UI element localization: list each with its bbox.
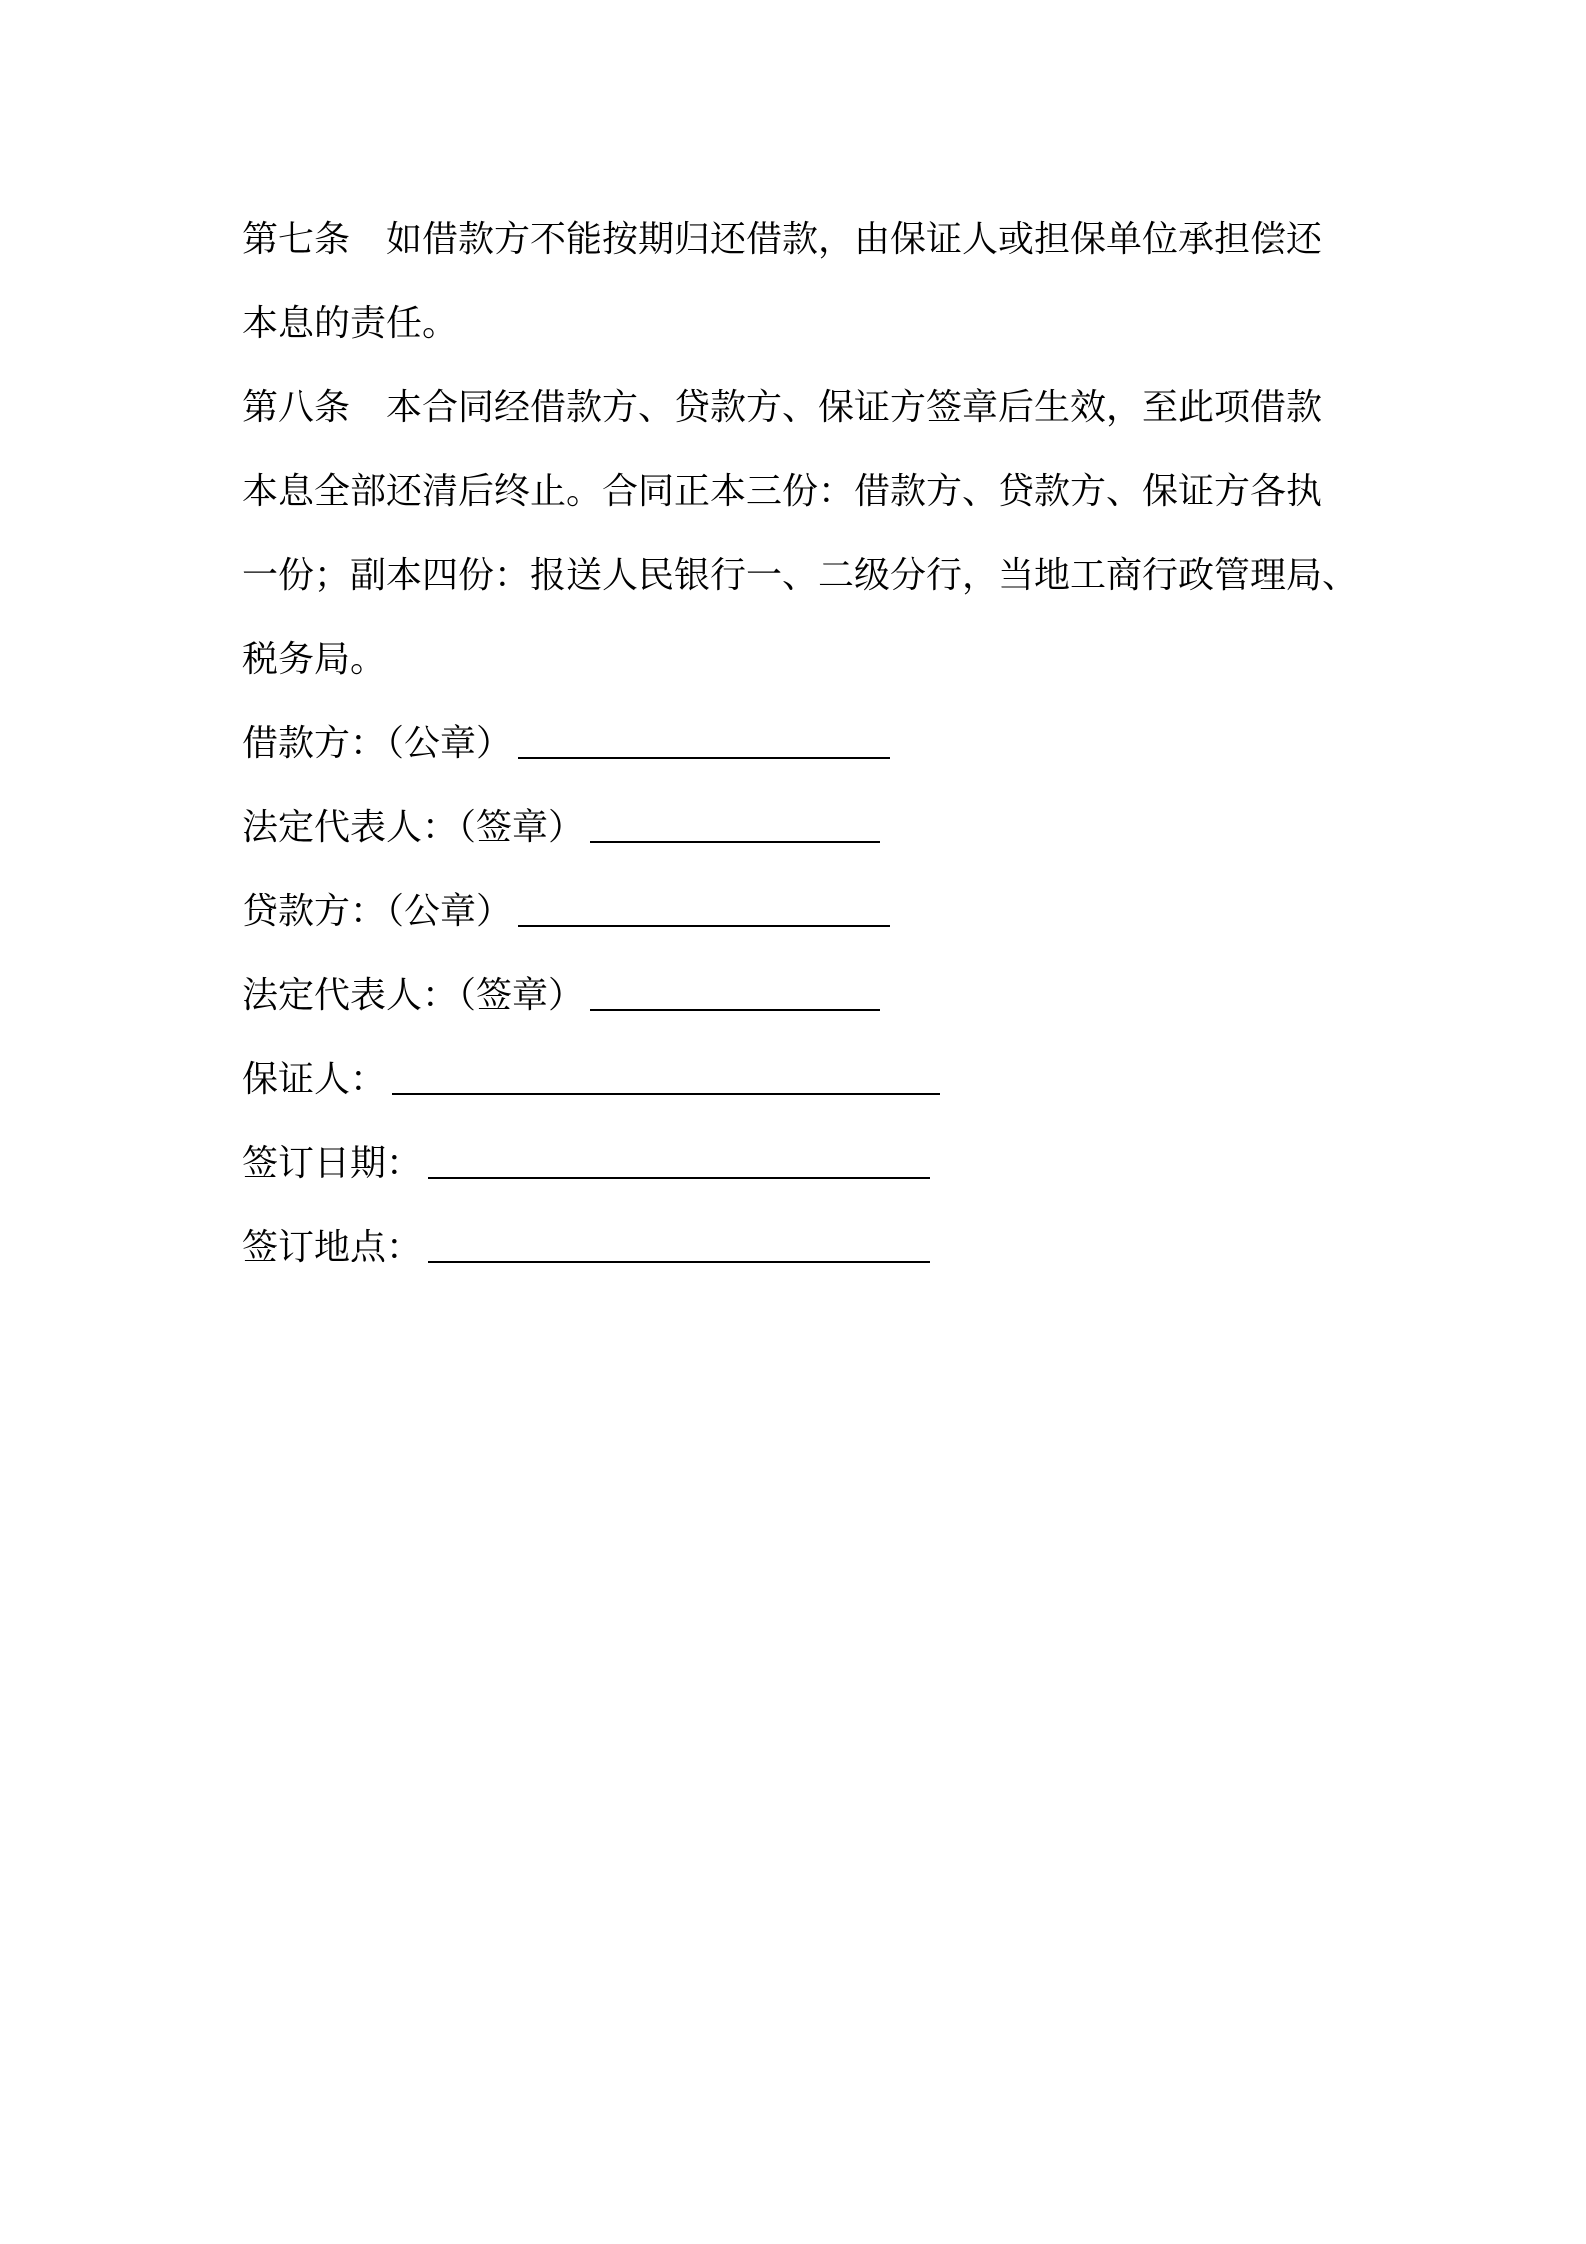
article-8-line-1: 第八条 本合同经借款方、贷款方、保证方签章后生效，至此项借款 bbox=[242, 387, 1323, 428]
borrower-representative-row bbox=[242, 786, 1362, 870]
lender-representative-field[interactable] bbox=[590, 979, 880, 1011]
lender-representative-label: 法定代表人：（签章） bbox=[242, 975, 585, 1016]
contract-body bbox=[242, 198, 1362, 1290]
borrower-seal-row bbox=[242, 702, 1362, 786]
borrower-seal-field[interactable] bbox=[518, 727, 890, 759]
article-8-line-2: 本息全部还清后终止。合同正本三份：借款方、贷款方、保证方各执 bbox=[242, 471, 1323, 512]
signing-place-label: 签订地点： bbox=[242, 1227, 423, 1268]
guarantor-label: 保证人： bbox=[242, 1059, 387, 1100]
borrower-seal-label: 借款方：（公章） bbox=[242, 723, 513, 764]
signing-date-field[interactable] bbox=[428, 1147, 930, 1179]
guarantor-row bbox=[242, 1038, 1362, 1122]
article-7-line-2: 本息的责任。 bbox=[242, 303, 459, 344]
article-8 bbox=[242, 366, 1362, 702]
article-8-line-3: 一份；副本四份：报送人民银行一、二级分行，当地工商行政管理局、 bbox=[242, 555, 1359, 596]
article-7 bbox=[242, 198, 1362, 366]
guarantor-field[interactable] bbox=[392, 1063, 940, 1095]
borrower-representative-field[interactable] bbox=[590, 811, 880, 843]
signing-place-row bbox=[242, 1206, 1362, 1290]
signature-block bbox=[242, 702, 1362, 1290]
lender-seal-field[interactable] bbox=[518, 895, 890, 927]
lender-representative-row bbox=[242, 954, 1362, 1038]
borrower-representative-label: 法定代表人：（签章） bbox=[242, 807, 585, 848]
lender-seal-label: 贷款方：（公章） bbox=[242, 891, 513, 932]
article-8-line-4: 税务局。 bbox=[242, 639, 387, 680]
signing-place-field[interactable] bbox=[428, 1231, 930, 1263]
article-7-line-1: 第七条 如借款方不能按期归还借款，由保证人或担保单位承担偿还 bbox=[242, 219, 1323, 260]
signing-date-label: 签订日期： bbox=[242, 1143, 423, 1184]
signing-date-row bbox=[242, 1122, 1362, 1206]
lender-seal-row bbox=[242, 870, 1362, 954]
